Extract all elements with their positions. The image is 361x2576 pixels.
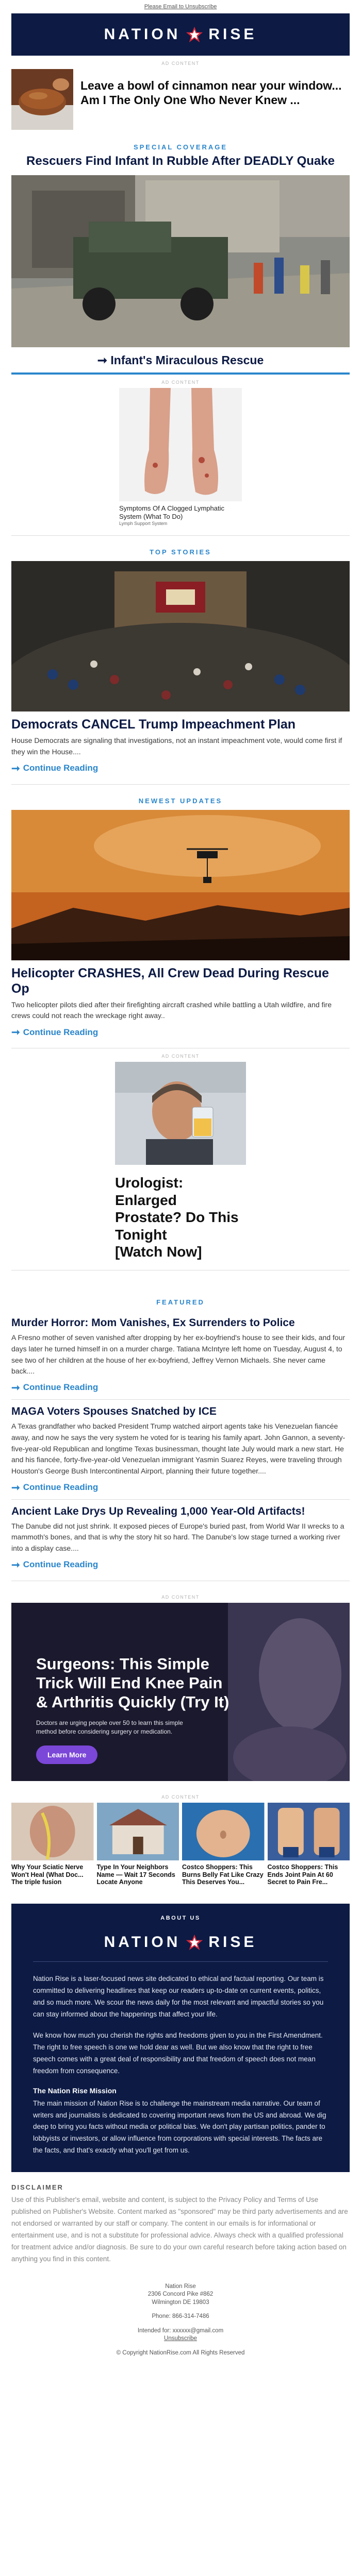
ad-label: AD CONTENT [161,379,200,385]
disclaimer-label: DISCLAIMER [11,2183,63,2192]
special-coverage-title[interactable]: Rescuers Find Infant In Rubble After DEADLY Quake [26,154,335,168]
sponsored-card[interactable] [268,1803,350,1886]
featured-story-body: The Danube did not just shrink. It exposed pieces of Europe's buried past, from World War II wrecks to a mammoth's bones, and that is why the story hit so hard. The Danube's low stage turned a working river into a display case.... [11,1521,344,1553]
arrow-right-icon: ➞ [11,1482,20,1494]
neighbor-search-image[interactable] [97,1803,179,1860]
lymphatic-ad-title[interactable]: Symptoms Of A Clogged Lymphatic System (What To Do) [119,504,225,521]
featured-story [0,1400,361,1494]
knee-ad-subtitle: Doctors are urging people over 50 to learn this simple method before considering surgery or medication. [36,1719,183,1736]
continue-label: Continue Reading [23,763,99,773]
newest-story-title[interactable]: Helicopter CRASHES, All Crew Dead During Rescue Op [11,965,329,996]
featured-story-title[interactable]: Murder Horror: Mom Vanishes, Ex Surrenders to Police [11,1317,295,1329]
learn-more-button[interactable]: Learn More [36,1745,97,1764]
about-paragraph: Nation Rise is a laser-focused news site dedicated to ethical and factual reporting. Our team is committed to delivering headlines that keep our readers up-to-date on current events, politics, and so much more. We scour the news daily for the most relevant and impactful stories so you can stay informed about the happenings that affect your life. [33,1975,324,2018]
site-logo[interactable] [104,26,257,43]
sponsored-card[interactable] [11,1803,94,1886]
footer-intended: Intended for: xxxxxx@gmail.com [137,2327,224,2334]
footer-spacer [0,2307,361,2313]
newest-story-body: Two helicopter pilots died after their firefighting aircraft crashed while battling a Utah wildfire, and fire crews could not reach the wreckage right away.. [11,1000,332,1020]
arrow-right-icon: ➞ [11,1027,20,1039]
promo-line-1: Leave a bowl of cinnamon near your window... [80,79,342,92]
belly-fat-image[interactable] [182,1803,265,1860]
ad-label: AD CONTENT [161,1794,200,1800]
footer-spacer [0,2321,361,2327]
preheader [0,0,361,13]
man-drinking-image[interactable] [115,1062,246,1165]
logo-text-right: RISE [208,26,257,43]
continue-label: Continue Reading [23,1482,99,1493]
featured-continue-link[interactable] [11,1477,350,1494]
preheader-unsubscribe-link[interactable]: Please Email to Unsubscribe [144,4,217,10]
sponsored-card[interactable] [182,1803,265,1886]
featured-story-title[interactable]: MAGA Voters Spouses Snatched by ICE [11,1405,217,1417]
newest-story-continue-link[interactable] [11,1022,350,1039]
arrow-right-icon: ➞ [11,1382,20,1394]
featured-story [0,1311,361,1394]
card-title[interactable]: Costco Shoppers: This Burns Belly Fat Like Crazy This Deserves You... [182,1863,264,1886]
featured-label: FEATURED [156,1298,205,1307]
logo-text-right: RISE [208,1934,257,1951]
about-us-label: ABOUT US [160,1915,201,1922]
urologist-watch-now[interactable]: [Watch Now] [115,1244,202,1260]
ad-label: AD CONTENT [161,1054,200,1059]
featured-story-body: A Fresno mother of seven vanished after dropping by her ex-boyfriend's house to see their kids, and four days later he turned himself in on a murder charge. Tatiana McIntyre left home on Tuesday, August 4, to see two of her children at the house of her ex-boyfriend, Jeffrey Vernon Michaels. She never came back.... [11,1333,346,1376]
footer-address-line-1: 2306 Concord Pike #862 [147,2291,214,2298]
top-story-continue-link[interactable] [11,758,350,775]
newest-updates-label: NEWEST UPDATES [138,796,223,805]
footer-unsubscribe-link[interactable]: Unsubscribe [164,2335,197,2342]
joint-pain-image[interactable] [268,1803,350,1860]
ad-label: AD CONTENT [161,1594,200,1600]
top-story-title[interactable]: Democrats CANCEL Trump Impeachment Plan [11,717,296,732]
star-logo-icon [186,26,203,43]
top-stories-label: TOP STORIES [150,548,211,556]
featured-continue-link[interactable] [11,1554,350,1571]
footer-logo[interactable] [33,1934,328,1961]
disclaimer-section [11,2183,350,2265]
top-story-body: House Democrats are signaling that investigations, not an instant impeachment vote, would come first if they win the House.... [11,736,342,756]
knee-pain-ad[interactable] [11,1603,350,1781]
urologist-ad[interactable] [0,1062,361,1261]
continue-label: Continue Reading [23,1027,99,1037]
knee-ad-title[interactable]: Surgeons: This Simple Trick Will End Knee Pain & Arthritis Quickly (Try It) [36,1654,229,1711]
featured-story-title[interactable]: Ancient Lake Drys Up Revealing 1,000 Year-Old Artifacts! [11,1505,305,1517]
footer-copyright: © Copyright NationRise.com All Rights Reserved [116,2349,245,2356]
urologist-ad-title[interactable] [115,1165,246,1261]
special-coverage-link[interactable]: ➞ Infant's Miraculous Rescue [97,353,264,367]
footer [0,2265,361,2358]
star-logo-icon [186,1934,203,1951]
quake-rescue-image[interactable] [11,175,350,347]
footer-spacer [0,2343,361,2349]
cinnamon-promo[interactable] [11,69,350,130]
featured-story-body: A Texas grandfather who backed President Trump watched airport agents take his Venezuelan fiancée away, and now he says the very system he voted for is tearing his family apart. John Gannon, a seventy-five-year-old Republican and longtime Texas businessman, thought late July would mark a new start. He and his fiancée, forty-five-year-old Venezuelan immigrant Yasmin Suarez Reyes, were traveling through Houston's George Bush Intercontinental Airport, planning their future together.... [11,1422,346,1475]
sponsored-card[interactable] [97,1803,179,1886]
about-us-section [11,1904,350,2172]
footer-company: Nation Rise [165,2283,196,2290]
ad-label: AD CONTENT [161,61,200,66]
swollen-feet-image[interactable] [119,388,242,501]
wildfire-helicopter-image[interactable] [11,810,350,960]
continue-label: Continue Reading [23,1560,99,1570]
sciatic-nerve-image[interactable] [11,1803,94,1860]
card-title[interactable]: Why Your Sciatic Nerve Won't Heal (What Doc... The triple fusion [11,1863,84,1886]
cinnamon-bowl-image[interactable] [11,69,73,130]
continue-label: Continue Reading [23,1382,99,1393]
mission-paragraph: The main mission of Nation Rise is to challenge the mainstream media narrative. Our team of writers and journalists is dedicated to covering important news from the US and abroad. We dig deep to bring you facts without media or political bias. We don't play partisan politics, pander to lobbyists or investors, or allow influence from corporations with special interests. The facts are the facts, and that's exactly what you'll get from us. [33,2099,326,2155]
promo-text[interactable] [80,69,342,107]
card-title[interactable]: Costco Shoppers: This Ends Joint Pain At 60 Secret to Pain Fre... [267,1863,338,1886]
about-divider [33,1961,328,1962]
arrow-right-icon: ➞ [11,1559,20,1571]
promo-line-2: Am I The Only One Who Never Knew ... [80,93,300,107]
urologist-ad-headline: Urologist: Enlarged Prostate? Do This Tonight [115,1175,239,1243]
logo-text-left: NATION [104,26,181,43]
lymphatic-ad-subtitle: Lymph Support System [119,521,168,527]
disclaimer-text: Use of this Publisher's email, website and content, is subject to the Privacy Policy and Terms of Use published on Publisher's Website. Content marked as "sponsored" may be third party advertisements and are not endorsed or warranted by our staff or company. The content in our emails is for informational or entertainment use, and is not a substitute for professional advice. Always check with a qualified professional for treatment advice and/or diagnosis. Be sure to do your own careful research before taking action based on anything you find in this content. [11,2196,348,2263]
featured-stories [0,1311,361,1571]
featured-story [0,1500,361,1571]
sponsored-cards [11,1803,350,1886]
header-banner[interactable] [11,13,350,56]
special-coverage-label: SPECIAL COVERAGE [133,143,228,151]
logo-text-left: NATION [104,1934,181,1951]
lymphatic-sponsored-ad[interactable] [119,388,242,527]
house-chamber-image[interactable] [11,561,350,711]
mission-heading: The Nation Rise Mission [33,2086,117,2095]
newest-story [0,960,361,1039]
footer-phone: Phone: 866-314-7486 [152,2313,209,2320]
arrow-right-icon: ➞ [11,762,20,774]
footer-address-line-2: Wilmington DE 19803 [152,2299,209,2306]
knee-ad-content [36,1654,232,1764]
about-paragraph: We know how much you cherish the rights and freedoms given to you in the First Amendment. The right to free speech is one we hold dear as well. But we also know that the right to free speech comes with a great deal of responsibility and that freedom of speech does not mean freedom from consequence. [33,2031,323,2075]
card-title[interactable]: Type In Your Neighbors Name — Wait 17 Seconds Locate Anyone [96,1863,175,1886]
top-story [0,711,361,774]
featured-continue-link[interactable] [11,1377,350,1394]
